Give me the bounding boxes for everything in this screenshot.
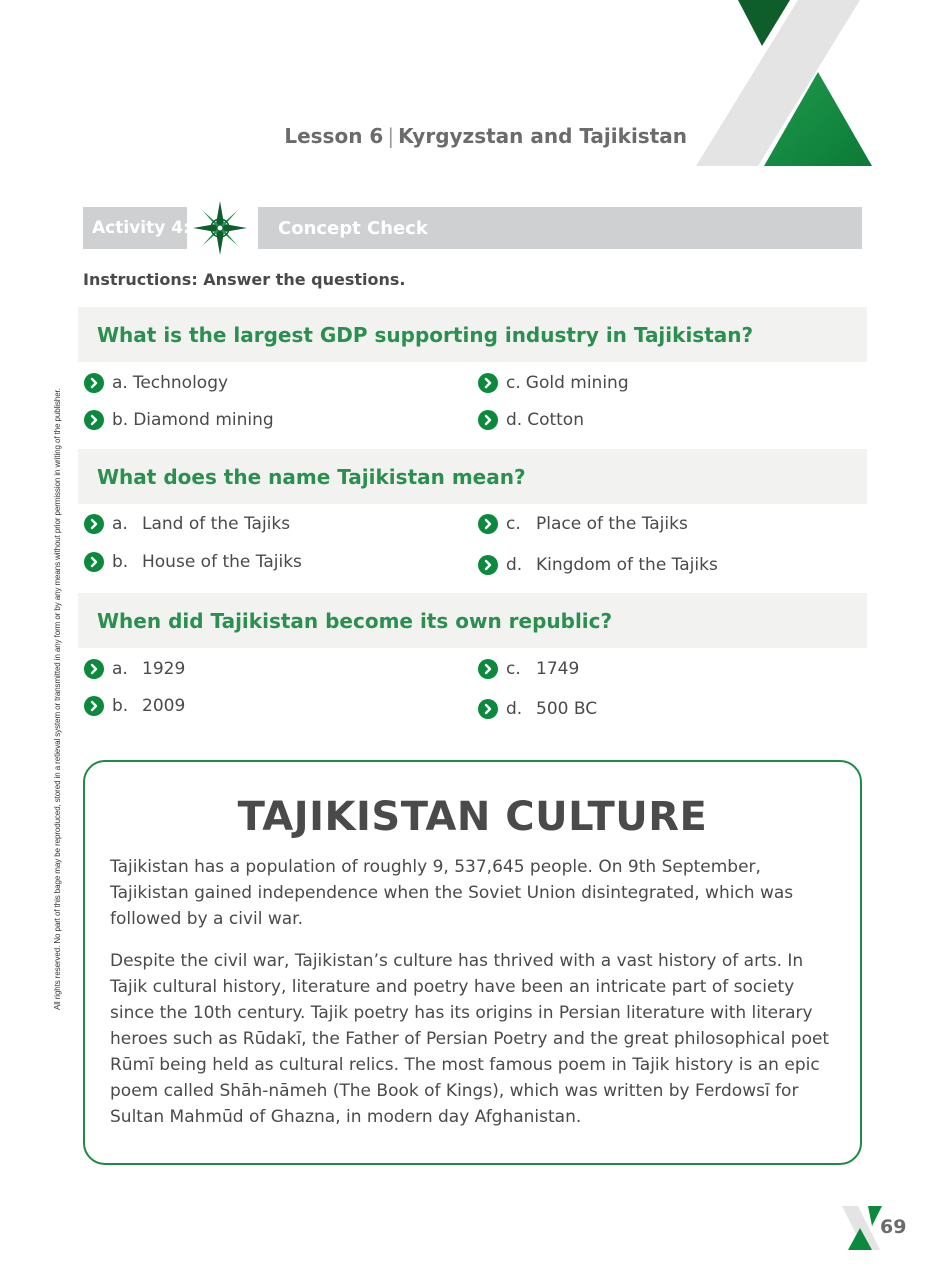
chevron-right-icon [478, 659, 498, 679]
option-letter: b. [112, 410, 129, 430]
chevron-right-icon [478, 514, 498, 534]
option-text: Cotton [527, 410, 584, 430]
q3-option-a[interactable] [84, 659, 185, 679]
chevron-right-icon [84, 552, 104, 572]
chevron-right-icon [478, 410, 498, 430]
option-text: Place of the Tajiks [536, 514, 688, 534]
option-text: 500 BC [536, 699, 598, 719]
option-letter: d. [506, 410, 523, 430]
q1-option-c[interactable] [478, 373, 629, 393]
question-1: What is the largest GDP supporting industry in Tajikistan? [78, 307, 867, 362]
chevron-right-icon [84, 696, 104, 716]
chevron-right-icon [84, 410, 104, 430]
option-letter: c. [506, 514, 521, 534]
page-number: 69 [880, 1216, 907, 1238]
corner-decoration [690, 0, 880, 170]
option-letter: d. [506, 699, 523, 719]
q1-option-a[interactable] [84, 373, 228, 393]
chevron-right-icon [84, 514, 104, 534]
culture-title: TAJIKISTAN CULTURE [237, 794, 708, 840]
option-letter: c. [506, 659, 521, 679]
option-text: 2009 [142, 696, 186, 716]
culture-box [83, 760, 862, 1165]
q1-option-d[interactable] [478, 410, 584, 430]
activity-label: Activity 4: [83, 207, 187, 249]
question-3: When did Tajikistan become its own republic? [78, 593, 867, 648]
option-letter: b. [112, 696, 129, 716]
q1-option-b[interactable] [84, 410, 274, 430]
chevron-right-icon [478, 373, 498, 393]
option-text: Land of the Tajiks [142, 514, 291, 534]
q2-option-c[interactable] [478, 514, 688, 534]
chevron-right-icon [478, 555, 498, 575]
lesson-title: Kyrgyzstan and Tajikistan [398, 124, 687, 148]
culture-paragraph-2: Despite the civil war, Tajikistan’s culture has thrived with a vast history of arts. In Tajik cultural history, literature and poetry have been an intricate part of society since the 10th century. Tajik poetry has its origins in Persian literature with literary heroes such as Rūdakī, the Father of Persian Poetry and the great philosophical poet Rūmī being held as cultural relics. The most famous poem in Tajik history is an epic poem called Shāh-nāmeh (The Book of Kings), which was written by Ferdowsī for Sultan Mahmūd of Ghazna, in modern day Afghanistan. [110, 951, 830, 1127]
option-letter: d. [506, 555, 523, 575]
activity-title: Concept Check [258, 207, 862, 249]
lesson-header [284, 124, 687, 148]
q3-option-b[interactable] [84, 696, 185, 716]
q3-option-d[interactable] [478, 699, 597, 719]
option-text: Technology [132, 373, 229, 393]
chevron-right-icon [84, 659, 104, 679]
copyright-notice: All rights reserved. No part of this bage may be reproduced, stored in a retieval system or transmitted in any form or by any means without prior permission in writing of the publisher. [53, 388, 62, 1010]
q3-option-c[interactable] [478, 659, 579, 679]
q2-option-d[interactable] [478, 555, 718, 575]
option-text: Kingdom of the Tajiks [536, 555, 718, 575]
chevron-right-icon [84, 373, 104, 393]
option-text: Diamond mining [133, 410, 274, 430]
culture-paragraph-1: Tajikistan has a population of roughly 9, 537,645 people. On 9th September, Tajikistan gained independence when the Soviet Union disintegrated, which was followed by a civil war. [110, 857, 794, 929]
option-letter: a. [112, 514, 128, 534]
option-letter: a. [112, 659, 128, 679]
q2-option-b[interactable] [84, 552, 302, 572]
chevron-right-icon [478, 699, 498, 719]
q2-option-a[interactable] [84, 514, 290, 534]
option-text: 1749 [536, 659, 580, 679]
option-text: Gold mining [525, 373, 629, 393]
compass-icon [192, 200, 248, 256]
option-letter: b. [112, 552, 129, 572]
header-separator: | [387, 124, 395, 148]
option-letter: c. [506, 373, 521, 393]
option-text: House of the Tajiks [142, 552, 302, 572]
option-letter: a. [112, 373, 128, 393]
instructions: Instructions: Answer the questions. [83, 270, 406, 289]
lesson-label: Lesson 6 [284, 124, 384, 148]
option-text: 1929 [142, 659, 186, 679]
question-2: What does the name Tajikistan mean? [78, 449, 867, 504]
